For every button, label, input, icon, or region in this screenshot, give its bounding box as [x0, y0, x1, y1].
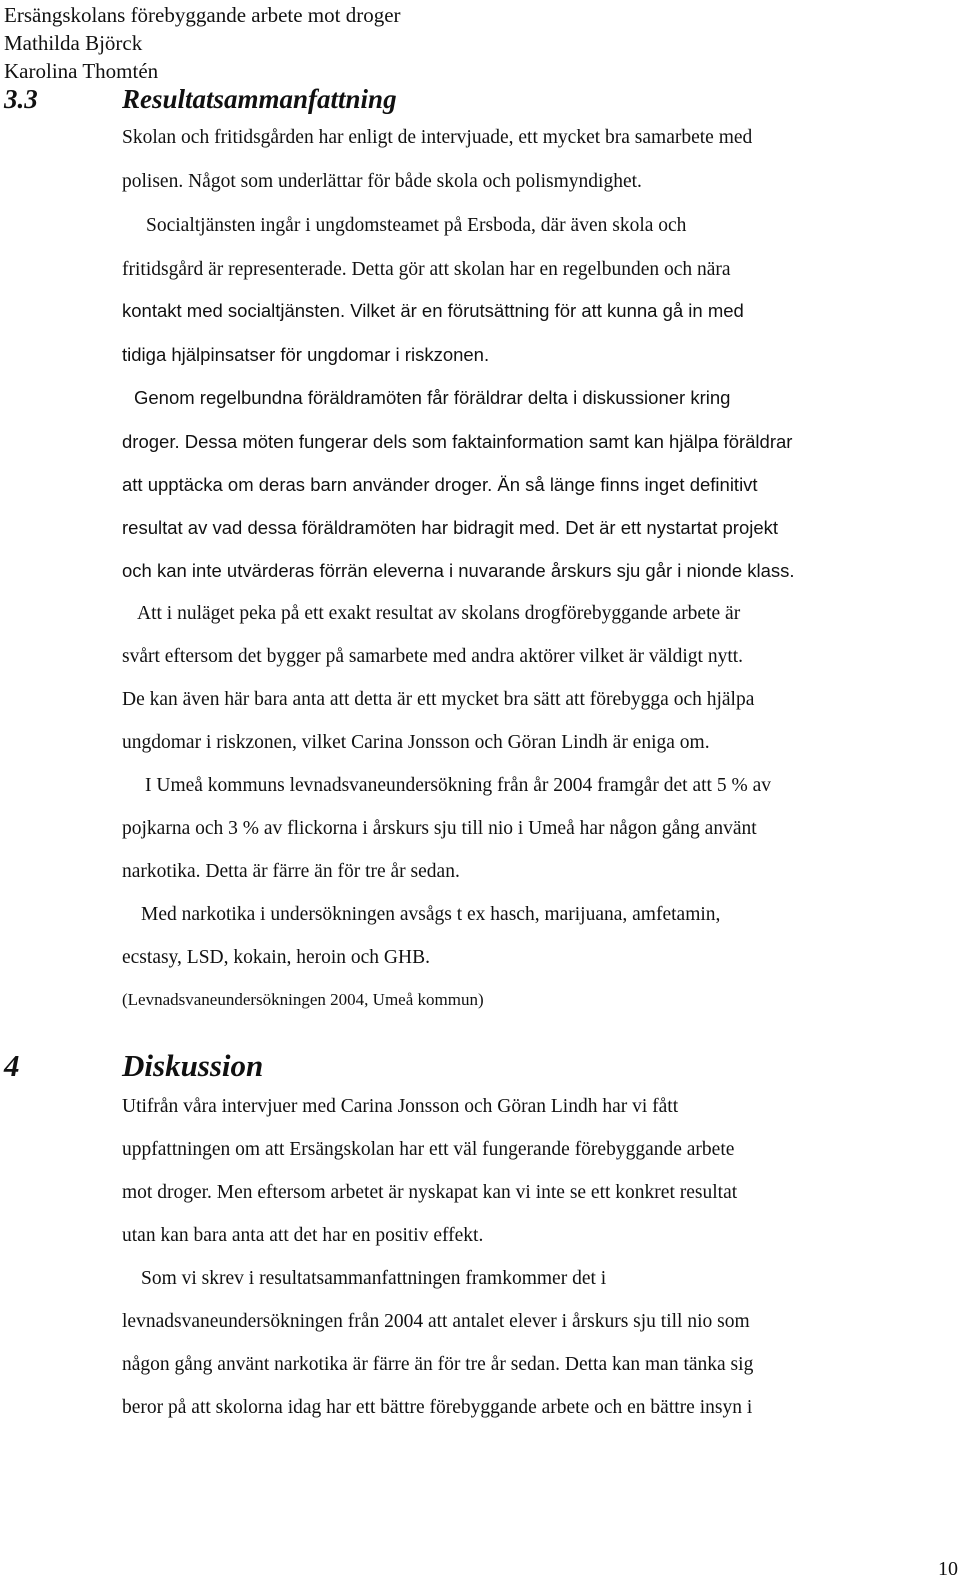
body-line: kontakt med socialtjänsten. Vilket är en förutsättning för att kunna gå in med	[122, 300, 744, 321]
body-line: och kan inte utvärderas förrän eleverna i nuvarande årskurs sju går i nionde klass.	[122, 560, 795, 581]
header-author-2: Karolina Thomtén	[4, 59, 159, 83]
body-line: Att i nuläget peka på ett exakt resultat av skolans drogförebyggande arbete är	[137, 603, 741, 624]
page-number: 10	[938, 1558, 958, 1580]
body-line: levnadsvaneundersökningen från 2004 att antalet elever i årskurs sju till nio som	[122, 1311, 750, 1332]
header-author-1: Mathilda Björck	[4, 31, 143, 55]
body-line: Som vi skrev i resultatsammanfattningen framkommer det i	[141, 1268, 607, 1289]
body-line: utan kan bara anta att det har en positiv effekt.	[122, 1225, 484, 1246]
body-line: Utifrån våra intervjuer med Carina Jonsson och Göran Lindh har vi fått	[122, 1096, 679, 1117]
body-line: droger. Dessa möten fungerar dels som faktainformation samt kan hjälpa föräldrar	[122, 431, 793, 452]
body-line: De kan även här bara anta att detta är ett mycket bra sätt att förebygga och hjälpa	[122, 689, 755, 710]
body-line: uppfattningen om att Ersängskolan har ett väl fungerande förebyggande arbete	[122, 1139, 735, 1160]
source-citation: (Levnadsvaneundersökningen 2004, Umeå kommun)	[122, 990, 484, 1009]
body-line: beror på att skolorna idag har ett bättre förebyggande arbete och en bättre insyn i	[122, 1397, 753, 1418]
body-line: pojkarna och 3 % av flickorna i årskurs sju till nio i Umeå har någon gång använt	[122, 818, 757, 839]
section-title: Resultatsammanfattning	[122, 84, 397, 114]
body-line: någon gång använt narkotika är färre än för tre år sedan. Detta kan man tänka sig	[122, 1354, 754, 1375]
body-line: Skolan och fritidsgården har enligt de intervjuade, ett mycket bra samarbete med	[122, 127, 753, 148]
body-line: Med narkotika i undersökningen avsågs t ex hasch, marijuana, amfetamin,	[141, 904, 721, 925]
section-title: Diskussion	[122, 1048, 264, 1083]
body-line: fritidsgård är representerade. Detta gör att skolan har en regelbunden och nära	[122, 259, 731, 280]
body-line: Socialtjänsten ingår i ungdomsteamet på Ersboda, där även skola och	[146, 215, 687, 236]
body-line: tidiga hjälpinsatser för ungdomar i riskzonen.	[122, 344, 490, 365]
section-number: 4	[4, 1048, 20, 1083]
section-number: 3.3	[4, 84, 38, 114]
body-line: ecstasy, LSD, kokain, heroin och GHB.	[122, 947, 430, 968]
body-line: att upptäcka om deras barn använder droger. Än så länge finns inget definitivt	[122, 474, 758, 495]
body-line: svårt eftersom det bygger på samarbete med andra aktörer vilket är väldigt nytt.	[122, 646, 744, 667]
header-title: Ersängskolans förebyggande arbete mot droger	[4, 3, 401, 27]
body-line: narkotika. Detta är färre än för tre år sedan.	[122, 861, 460, 882]
body-line: Genom regelbundna föräldramöten får föräldrar delta i diskussioner kring	[134, 387, 731, 408]
body-line: I Umeå kommuns levnadsvaneundersökning från år 2004 framgår det att 5 % av	[145, 775, 771, 796]
body-line: polisen. Något som underlättar för både skola och polismyndighet.	[122, 171, 642, 192]
body-line: mot droger. Men eftersom arbetet är nyskapat kan vi inte se ett konkret resultat	[122, 1182, 738, 1203]
body-line: ungdomar i riskzonen, vilket Carina Jonsson och Göran Lindh är eniga om.	[122, 732, 710, 753]
body-line: resultat av vad dessa föräldramöten har bidragit med. Det är ett nystartat projekt	[122, 517, 779, 538]
